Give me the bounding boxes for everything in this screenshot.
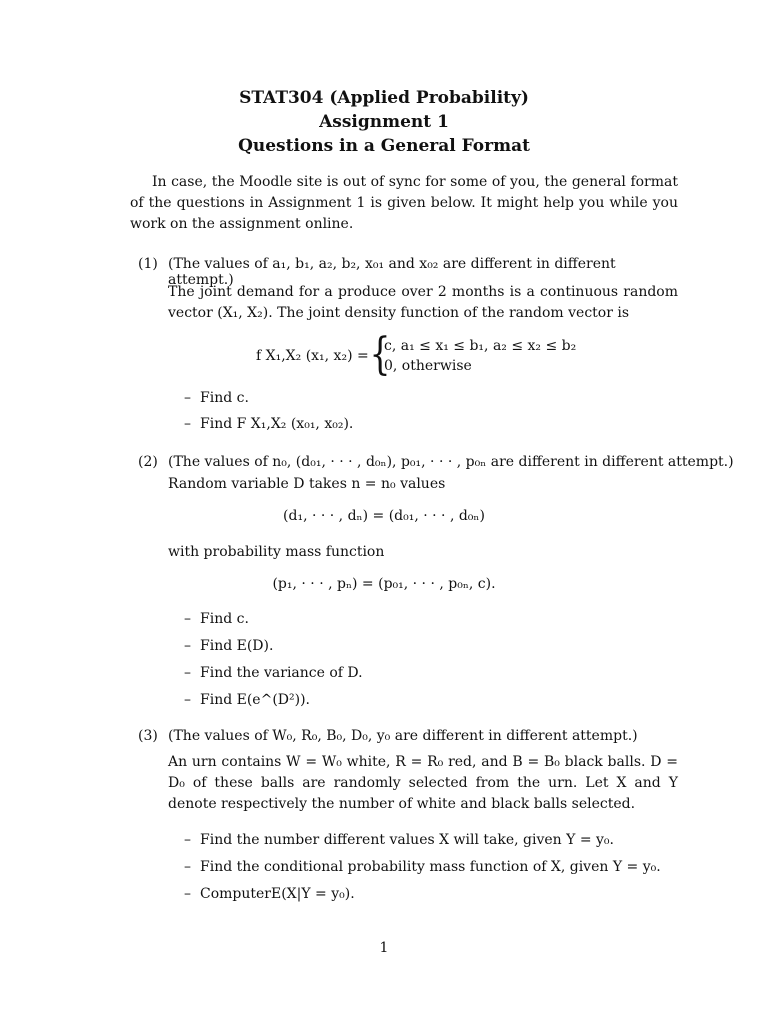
assignment-title: Assignment 1 — [319, 112, 449, 132]
equation-case-2: 0, otherwise — [384, 358, 472, 374]
question-2-body-1: Random variable D takes n = n₀ values — [168, 476, 446, 492]
document-page: STAT304 (Applied Probability) Assignment 1 Questions in a General Format In case, the Moodle site is out of sync for some of you, the general format of the questions in Assignment 1 is given below. It might help you while you work on the assignment online. (1) (The values of a₁, b₁, a₂, b₂, x₀₁ and x₀₂ are different in different attempt.) The joint demand for a produce over 2 months is a continuous random vector (X₁, X₂). The joint density function of the random vector is f X₁,X₂ (x₁, x₂) = { c, a₁ ≤ x₁ ≤ b₁, a₂ ≤ x₂ ≤ b₂ 0, otherwise – Find c. – Find F X₁,X₂ (x₀₁, x₀₂). (2) (The values of n₀, (d₀₁, · · · , d₀ₙ), p₀₁, · · · , p₀ₙ are different in different attempt.) Random variable D takes n = n₀ values (d₁, · · · , dₙ) = (d₀₁, · · · , d₀ₙ) with probability mass function (p₁, · · · , pₙ) = (p₀₁, · · · , p₀ₙ, c). – Find c. – Find E(D). – Find the variance of D. – Find E(e^(D²)). (3) (The values of W₀, R₀, B₀, D₀, y₀ are different in different attempt.) An urn contains W = W₀ white, R = R₀ red, and B = B₀ black balls. D = D₀ of these balls are randomly selected from the urn. Let X and Y denote respectively the number of white and black balls selected. – Find the number different values X will take, given Y = y₀. – Find the conditional probability mass function of X, given Y = y₀. – ComputerE(X|Y = y₀). 1 — [0, 0, 768, 1024]
question-note: (The values of n₀, (d₀₁, · · · , d₀ₙ), p₀₁, · · · , p₀ₙ are different in different attempt.) — [168, 454, 734, 470]
dash-bullet: – — [184, 692, 191, 708]
question-note: (The values of W₀, R₀, B₀, D₀, y₀ are different in different attempt.) — [168, 728, 638, 744]
dash-bullet: – — [184, 390, 191, 406]
dash-bullet: – — [184, 832, 191, 848]
dash-bullet: – — [184, 859, 191, 875]
question-number: (3) — [138, 728, 158, 744]
question-2-body-2: with probability mass function — [168, 544, 385, 560]
values-equation: (d₁, · · · , dₙ) = (d₀₁, · · · , d₀ₙ) — [283, 508, 485, 524]
question-number: (2) — [138, 454, 158, 470]
question-note: (The values of a₁, b₁, a₂, b₂, x₀₁ and x₀₂ are different in different attempt.) — [168, 256, 616, 288]
course-title: STAT304 (Applied Probability) — [239, 88, 529, 108]
joint-density-equation — [256, 329, 656, 384]
equation-lhs: f X₁,X₂ (x₁, x₂) = — [256, 348, 369, 364]
question-1-body: The joint demand for a produce over 2 months is a continuous random vector (X₁, X₂). The joint density function of the random vector is — [168, 284, 678, 321]
equation-case-1: c, a₁ ≤ x₁ ≤ b₁, a₂ ≤ x₂ ≤ b₂ — [384, 338, 577, 354]
dash-bullet: – — [184, 416, 191, 432]
page-number: 1 — [379, 940, 389, 956]
title-block — [0, 86, 768, 158]
dash-bullet: – — [184, 665, 191, 681]
subtitle: Questions in a General Format — [238, 136, 530, 156]
dash-bullet: – — [184, 638, 191, 654]
dash-bullet: – — [184, 611, 191, 627]
question-3-body: An urn contains W = W₀ white, R = R₀ red, and B = B₀ black balls. D = D₀ of these balls are randomly selected from the urn. Let X and Y denote respectively the number of white and black balls selected. — [168, 754, 678, 812]
question-number: (1) — [138, 256, 158, 272]
intro-paragraph: In case, the Moodle site is out of sync for some of you, the general format of the questions in Assignment 1 is given below. It might help you while you work on the assignment online. — [130, 174, 678, 232]
pmf-equation: (p₁, · · · , pₙ) = (p₀₁, · · · , p₀ₙ, c). — [272, 576, 496, 592]
dash-bullet: – — [184, 886, 191, 902]
left-brace: { — [369, 329, 391, 380]
